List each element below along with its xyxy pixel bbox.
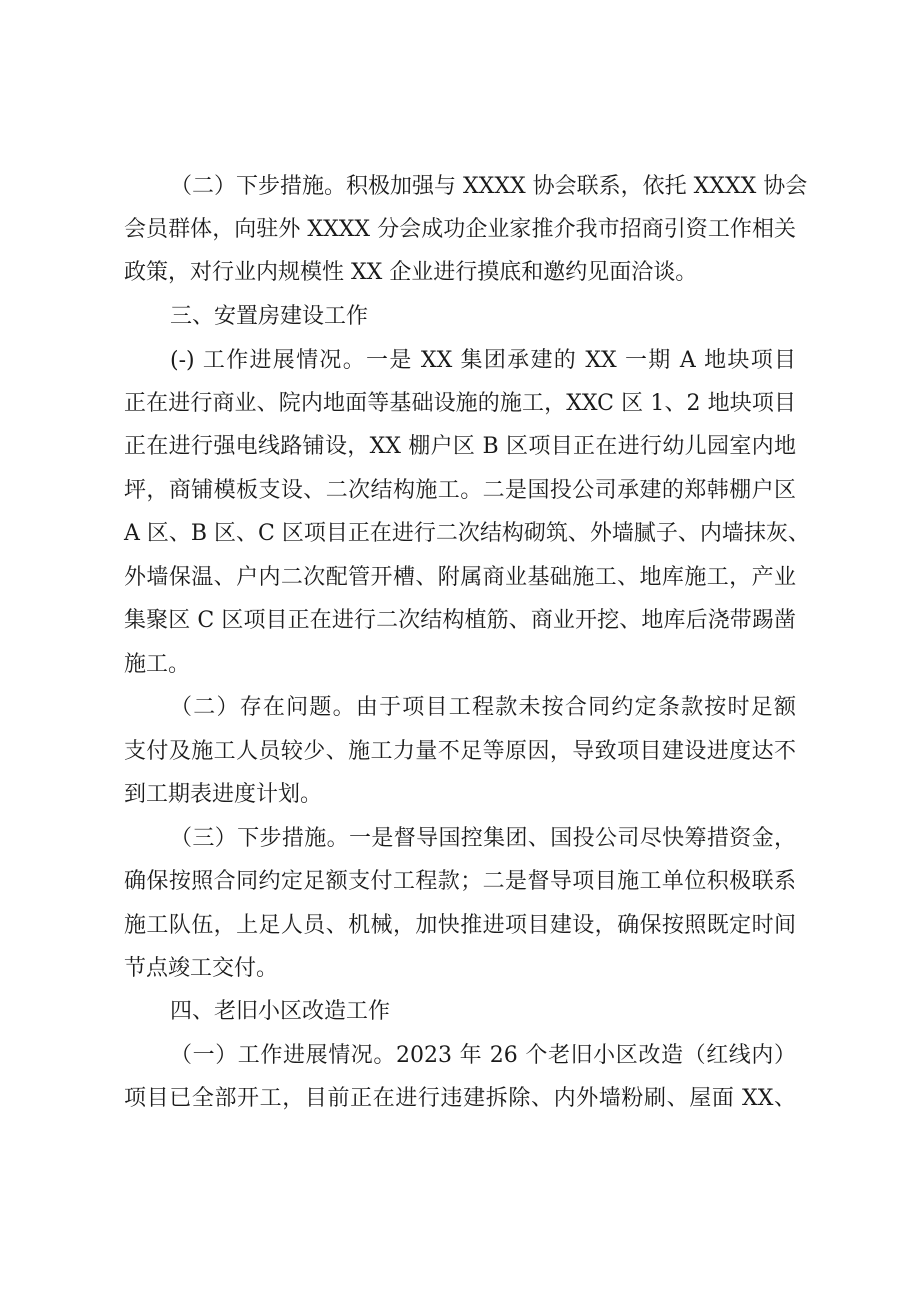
paragraph-1-line-1: （二）下步措施。积极加强与 XXXX 协会联系，依托 XXXX 协会 <box>170 174 808 199</box>
paragraph-2-line-5: A 区、B 区、C 区项目正在进行二次结构砌筑、外墙腻子、内墙抹灰、 <box>124 521 810 546</box>
paragraph-3-line-1: （二）存在问题。由于项目工程款未按合同约定条款按时足额 <box>170 695 796 720</box>
paragraph-2-line-8: 施工。 <box>124 652 191 677</box>
paragraph-4-line-2: 确保按照合同约定足额支付工程款；二是督导项目施工单位积极联系 <box>124 869 796 894</box>
paragraph-4-line-3: 施工队伍，上足人员、机械，加快推进项目建设，确保按照既定时间 <box>124 913 796 938</box>
paragraph-2-line-6: 外墙保温、户内二次配管开槽、附属商业基础施工、地库施工，产业 <box>124 565 796 590</box>
section-heading-3: 三、安置房建设工作 <box>170 304 369 329</box>
paragraph-3-line-2: 支付及施工人员较少、施工力量不足等原因，导致项目建设进度达不 <box>124 739 796 764</box>
paragraph-2-line-4: 坪，商铺模板支设、二次结构施工。二是国投公司承建的郑韩棚户区 <box>124 478 796 503</box>
paragraph-5-line-1: （一）工作进展情况。2023 年 26 个老旧小区改造（红线内） <box>170 1043 796 1068</box>
paragraph-5-line-2: 项目已全部开工，目前正在进行违建拆除、内外墙粉刷、屋面 XX、 <box>124 1086 796 1111</box>
paragraph-4-line-1: （三）下步措施。一是督导国控集团、国投公司尽快筹措资金， <box>170 826 796 851</box>
section-heading-4: 四、老旧小区改造工作 <box>170 999 391 1024</box>
paragraph-3-line-3: 到工期表进度计划。 <box>124 782 323 807</box>
paragraph-2-line-2: 正在进行商业、院内地面等基础设施的施工，XXC 区 1、2 地块项目 <box>124 391 796 416</box>
paragraph-2-line-7: 集聚区 C 区项目正在进行二次结构植筋、商业开挖、地库后浇带踢凿 <box>124 608 796 633</box>
paragraph-1-line-2: 会员群体，向驻外 XXXX 分会成功企业家推介我市招商引资工作相关 <box>124 217 796 242</box>
paragraph-2-line-3: 正在进行强电线路铺设，XX 棚户区 B 区项目正在进行幼儿园室内地 <box>124 434 796 459</box>
paragraph-2-line-1: (-) 工作进展情况。一是 XX 集团承建的 XX 一期 A 地块项目 <box>170 348 796 373</box>
paragraph-4-line-4: 节点竣工交付。 <box>124 956 279 981</box>
paragraph-1-line-3: 政策，对行业内规模性 XX 企业进行摸底和邀约见面洽谈。 <box>124 260 698 285</box>
